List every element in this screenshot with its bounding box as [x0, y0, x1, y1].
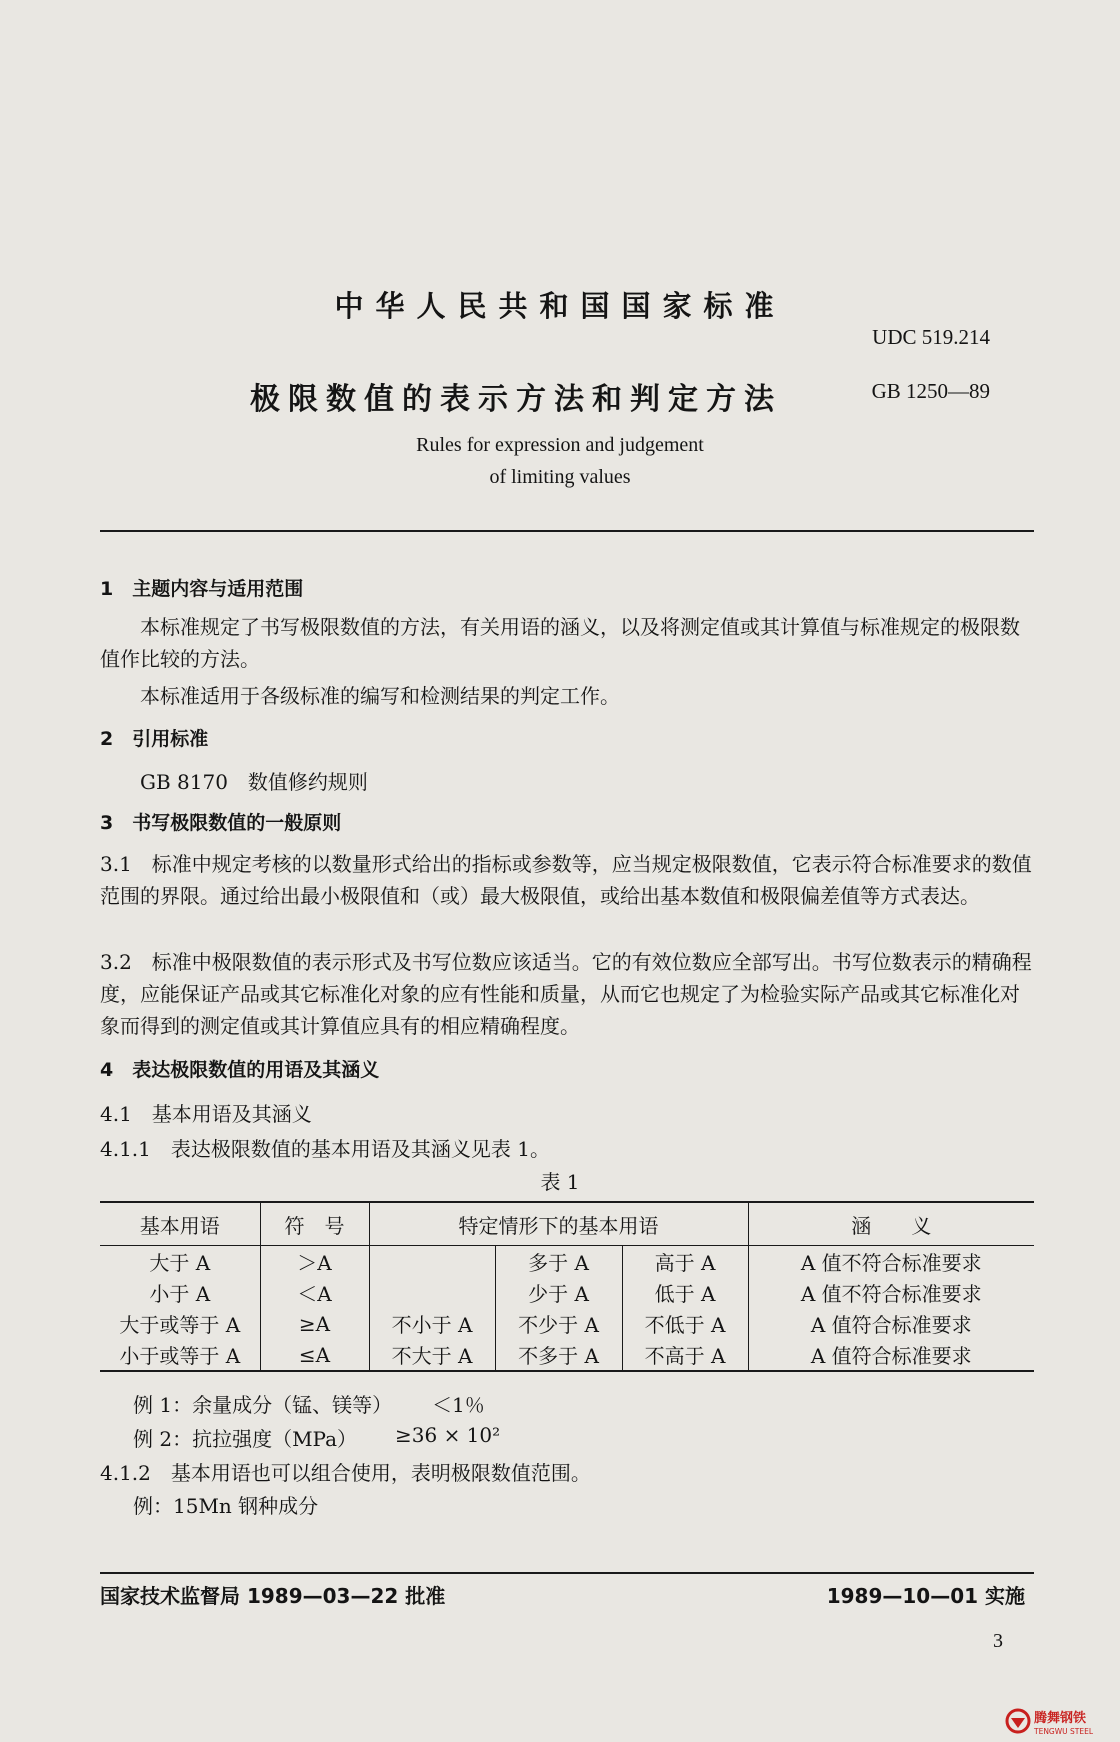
effective-date: 1989—10—01 实施	[826, 1584, 1025, 1608]
section-1-paragraph-2: 本标准适用于各级标准的编写和检测结果的判定工作。	[140, 684, 620, 708]
section-3-heading: 3 书写极限数值的一般原则	[100, 812, 342, 834]
national-standard-title: 中华人民共和国国家标准	[334, 289, 786, 323]
table-cell: 低于 A	[622, 1277, 748, 1308]
clause-3-1: 3.1 标准中规定考核的以数量形式给出的指标或参数等，应当规定极限数值，它表示符合标准要求的数值范围的界限。通过给出最小极限值和（或）最大极限值，或给出基本数值和极限偏差值等方式表达。	[100, 852, 1032, 908]
header-basic-term: 基本用语	[100, 1202, 260, 1246]
table-cell: ≤A	[260, 1339, 369, 1371]
table-cell: A 值符合标准要求	[748, 1308, 1034, 1339]
logo-name: 腾舞钢铁	[1034, 1711, 1087, 1726]
table-cell	[369, 1277, 495, 1308]
page-number: 3	[993, 1630, 1003, 1652]
table-cell: 高于 A	[622, 1246, 748, 1278]
table-cell: A 值符合标准要求	[748, 1339, 1034, 1371]
table-caption: 表 1	[540, 1170, 580, 1194]
table-header-row	[100, 1202, 1034, 1246]
table-cell: 不高于 A	[622, 1339, 748, 1371]
header-special-terms: 特定情形下的基本用语	[369, 1202, 748, 1246]
table-cell: A 值不符合标准要求	[748, 1277, 1034, 1308]
main-title: 极限数值的表示方法和判定方法	[250, 382, 782, 417]
reference-gb8170: GB 8170 数值修约规则	[140, 770, 368, 794]
table-cell: 不低于 A	[622, 1308, 748, 1339]
table-cell: ＞A	[260, 1246, 369, 1278]
clause-4-1-1: 4.1.1 表达极限数值的基本用语及其涵义见表 1。	[100, 1137, 550, 1161]
header-symbol: 符 号	[260, 1202, 369, 1246]
company-logo	[1005, 1706, 1120, 1738]
approval-date: 国家技术监督局 1989—03—22 批准	[100, 1584, 446, 1608]
section-2-heading: 2 引用标准	[100, 728, 209, 750]
section-4-heading: 4 表达极限数值的用语及其涵义	[100, 1059, 380, 1081]
table-cell	[369, 1246, 495, 1278]
table-1	[100, 1201, 1034, 1372]
logo-mark-icon	[1005, 1706, 1120, 1738]
table-cell: 不少于 A	[495, 1308, 622, 1339]
header-meaning: 涵 义	[748, 1202, 1034, 1246]
table-cell: 大于 A	[149, 1251, 211, 1275]
english-title-line1: Rules for expression and judgement	[416, 434, 704, 456]
table-cell: 不多于 A	[495, 1339, 622, 1371]
table-row	[100, 1339, 1034, 1371]
table-cell: A 值不符合标准要求	[748, 1246, 1034, 1278]
table-cell: 大于或等于 A	[119, 1313, 241, 1337]
section-1-paragraph-1: 本标准规定了书写极限数值的方法，有关用语的涵义，以及将测定值或其计算值与标准规定的极限数值作比较的方法。	[100, 615, 1020, 671]
clause-4-1-2: 4.1.2 基本用语也可以组合使用，表明极限数值范围。	[100, 1461, 591, 1485]
section-1-heading: 1 主题内容与适用范围	[100, 578, 304, 600]
gb-number: GB 1250—89	[871, 379, 990, 403]
clause-3-2: 3.2 标准中极限数值的表示形式及书写位数应该适当。它的有效位数应全部写出。书写位数表示的精确程度，应能保证产品或其它标准化对象的应有性能和质量，从而它也规定了为检验实际产品或其它标准化对象而得到的测定值或其计算值应具有的相应精确程度。	[100, 950, 1032, 1038]
table-cell: 不小于 A	[369, 1308, 495, 1339]
table-row	[100, 1277, 1034, 1308]
table-cell: ≥A	[260, 1308, 369, 1339]
table-row	[100, 1308, 1034, 1339]
example-2-label: 例 2：抗拉强度（MPa）	[133, 1427, 358, 1451]
table-cell: 少于 A	[495, 1277, 622, 1308]
table-cell: 多于 A	[495, 1246, 622, 1278]
example-2-value: ≥36 × 10²	[395, 1423, 501, 1447]
table-cell: 小于或等于 A	[100, 1339, 260, 1371]
udc-number: UDC 519.214	[872, 325, 990, 349]
example-3: 例：15Mn 钢种成分	[133, 1494, 319, 1518]
bottom-rule	[100, 1572, 1034, 1574]
clause-4-1: 4.1 基本用语及其涵义	[100, 1102, 312, 1126]
example-1-value: ＜1％	[432, 1393, 485, 1417]
table-cell: ＜A	[260, 1277, 369, 1308]
top-rule	[100, 530, 1034, 532]
table-cell: 小于 A	[149, 1282, 211, 1306]
logo-sub: TENGWU STEEL	[1034, 1727, 1094, 1736]
english-title-line2: of limiting values	[489, 466, 631, 488]
table-cell: 不大于 A	[369, 1339, 495, 1371]
table-row	[100, 1246, 1034, 1278]
example-1-label: 例 1：余量成分（锰、镁等）	[133, 1393, 393, 1417]
